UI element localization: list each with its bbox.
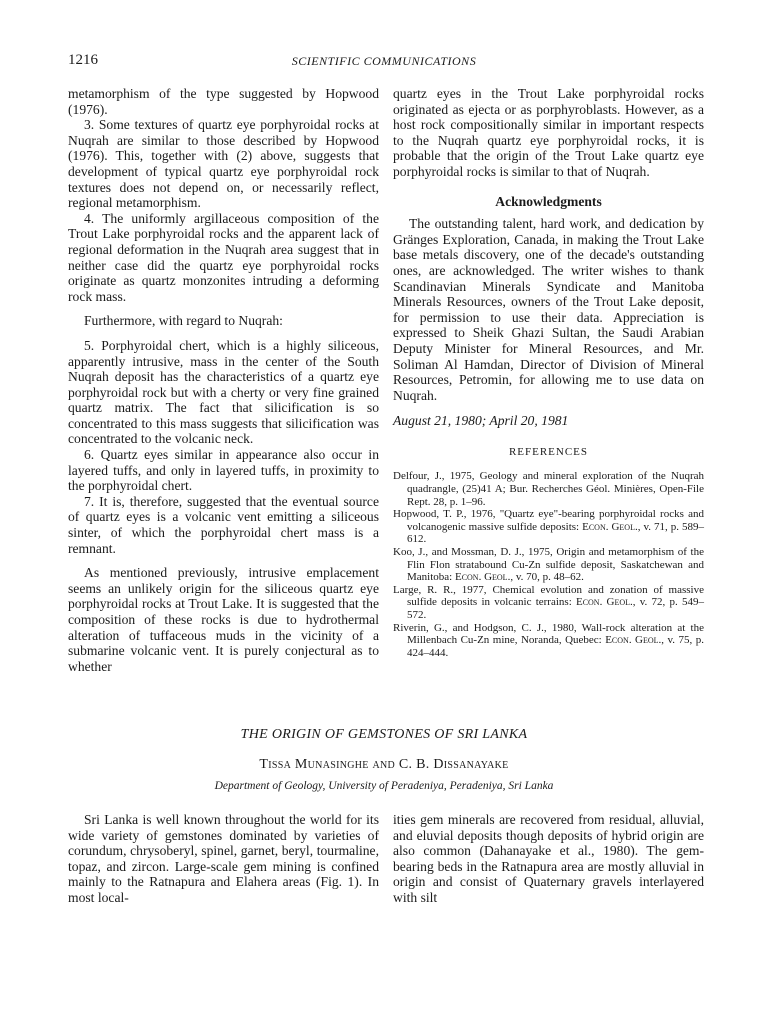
- paragraph: Furthermore, with regard to Nuqrah:: [84, 313, 283, 329]
- paragraph: quartz eyes in the Trout Lake porphyroidal rocks originated as ejecta or as porphyroblasts. However, as a host rock compositionally similar in important respects to the Nuqrah quartz eye porphyroidal rocks, it is probable that the origin of the Trout Lake quartz eye porphyroidal rocks is similar to that of Nuqrah.: [393, 86, 704, 179]
- running-title: SCIENTIFIC COMMUNICATIONS: [291, 54, 477, 68]
- paragraph: 7. It is, therefore, suggested that the eventual source of quartz eyes is a volcanic vent emitting a siliceous sinter, of which the porphyroidal chert mass is a remnant.: [68, 493, 379, 556]
- references-heading: REFERENCES: [508, 445, 589, 458]
- right-column: [393, 86, 704, 659]
- author-affiliation: Department of Geology, University of Peradeniya, Peradeniya, Sri Lanka: [214, 780, 554, 792]
- left-column: [68, 86, 379, 674]
- reference-list: [393, 470, 704, 659]
- paragraph: metamorphism of the type suggested by Hopwood (1976).: [68, 86, 379, 117]
- article-authors: Tissa Munasinghe and C. B. Dissanayake: [259, 757, 509, 772]
- reference-item: Hopwood, T. P., 1976, "Quartz eye"-bearing porphyroidal rocks and volcanogenic massive sulfide deposits: Econ. Geol., v. 71, p. 589–612.: [393, 508, 704, 546]
- article-title: THE ORIGIN OF GEMSTONES OF SRI LANKA: [240, 727, 528, 742]
- paragraph: ities gem minerals are recovered from residual, alluvial, and eluvial deposits though deposits of hybrid origin are also common (Dahanayake et al., 1980). The gem-bearing beds in the Ratnapura area are mostly alluvial in origin and consist of Quaternary gravels interlayered with silt: [393, 812, 704, 905]
- acknowledgments-text: The outstanding talent, hard work, and dedication by Gränges Exploration, Canada, in making the Trout Lake base metals discovery, one of the decade's outstanding ones, are acknowledged. The writer wishes to thank Scandinavian Minerals Syndicate and Manitoba Minerals Resources, owners of the Trout Lake deposit, for permission to use their data. Appreciation is expressed to Sheik Ghazi Sultan, the Saudi Arabian Deputy Minister for Mineral Resources, and Mr. Soliman Al Hamdan, Director of Division of Mineral Resources, Petromin, for allowing me to use data on Nuqrah.: [393, 216, 704, 403]
- manuscript-dates: August 21, 1980; April 20, 1981: [393, 413, 569, 429]
- article-left-column: [68, 812, 379, 906]
- article-right-column: [393, 812, 704, 906]
- reference-item: Koo, J., and Mossman, D. J., 1975, Origin and metamorphism of the Flin Flon stratabound Cu-Zn sulfide deposit, Saskatchewan and Manitoba: Econ. Geol., v. 70, p. 48–62.: [393, 546, 704, 584]
- paragraph: 6. Quartz eyes similar in appearance also occur in layered tuffs, and only in layered tuffs, in proximity to the porphyroidal chert.: [68, 447, 379, 494]
- paragraph: 4. The uniformly argillaceous composition of the Trout Lake porphyroidal rocks and the apparent lack of regional deformation in the Nuqrah area suggest that in neither case did the quartz eye porphyroidal rocks originate as quartz monzonites intruding a deforming rock mass.: [68, 210, 379, 304]
- paragraph: Sri Lanka is well known throughout the world for its wide variety of gemstones dominated by varieties of corundum, chrysoberyl, spinel, garnet, beryl, tourmaline, topaz, and zircon. Large-scale gem mining is confined mainly to the Ratnapura and Elahera areas (Fig. 1). In most local-: [68, 812, 379, 905]
- reference-item: Riverin, G., and Hodgson, C. J., 1980, Wall-rock alteration at the Millenbach Cu-Zn mine, Noranda, Quebec: Econ. Geol., v. 75, p. 424–444.: [393, 621, 704, 659]
- reference-item: Large, R. R., 1977, Chemical evolution and zonation of massive sulfide deposits in volcanic terrains: Econ. Geol., v. 72, p. 549–572.: [393, 583, 704, 621]
- acknowledgments-heading: Acknowledgments: [495, 193, 602, 209]
- paragraph: As mentioned previously, intrusive emplacement seems an unlikely origin for the siliceous quartz eye porphyroidal rocks at Trout Lake. It is suggested that the composition of these rocks is due to hydrothermal alteration of tuffaceous muds in the vicinity of a submarine volcanic vent. It is purely conjectural as to whether: [68, 565, 379, 674]
- paragraph: 5. Porphyroidal chert, which is a highly siliceous, apparently intrusive, mass in the center of the South Nuqrah deposit has the characteristics of a quartz eye porphyroidal rock but with a cherty or very fine grained quartz matrix. The fact that silicification is so concentrated to this mass suggests that silicification was concentrated to the volcanic neck.: [68, 337, 379, 447]
- page-number: 1216: [68, 52, 98, 68]
- reference-item: Delfour, J., 1975, Geology and mineral exploration of the Nuqrah quadrangle, (25)41 A; Bur. Recherches Géol. Minières, Open-File Rept. 28, p. 1–96.: [393, 470, 704, 508]
- paragraph: 3. Some textures of quartz eye porphyroidal rocks at Nuqrah are similar to those described by Hopwood (1976). This, together with (2) above, suggests that development of typical quartz eye porphyroidal rock textures does not depend on, or necessarily reflect, regional metamorphism.: [68, 117, 379, 211]
